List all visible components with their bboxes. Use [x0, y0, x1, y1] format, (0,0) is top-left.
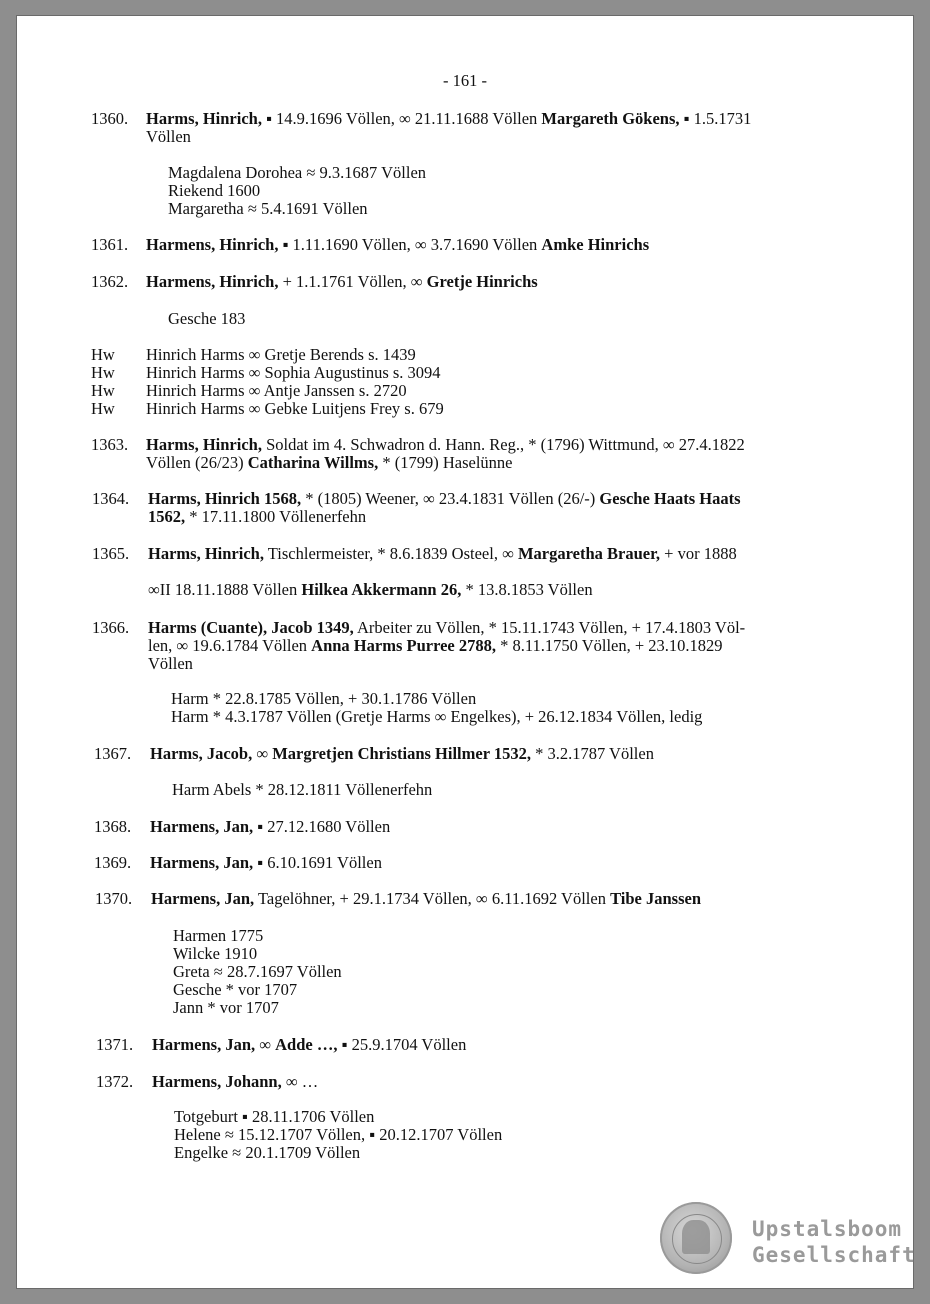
- entry-number: 1362.: [91, 272, 129, 291]
- person-name: Harmens, Jan,: [151, 889, 255, 908]
- child-line: Harm * 4.3.1787 Völlen (Gretje Harms ∞ Engelkes), + 26.12.1834 Völlen, ledig: [171, 707, 703, 726]
- spouse-name: Adde …,: [275, 1035, 338, 1054]
- entry-number: 1363.: [91, 435, 129, 454]
- entry-number: 1372.: [96, 1072, 134, 1091]
- spouse-name: Tibe Janssen: [610, 889, 702, 908]
- entry-text: ▪ 25.9.1704 Völlen: [337, 1035, 467, 1054]
- entry-text: * (1805) Weener, ∞ 23.4.1831 Völlen (26/-): [301, 489, 600, 508]
- children-list: [171, 690, 702, 726]
- entry-number: 1370.: [95, 889, 133, 908]
- entry-text: Soldat im 4. Schwadron d. Hann. Reg., * (1796) Wittmund, ∞ 27.4.1822: [261, 435, 745, 454]
- hw-tag: Hw: [91, 399, 115, 418]
- child-line: Helene ≈ 15.12.1707 Völlen, ▪ 20.12.1707 Völlen: [174, 1125, 503, 1144]
- child-line: Harmen 1775: [173, 926, 264, 945]
- spouse-name: Amke Hinrichs: [541, 235, 650, 254]
- entry-text: Völlen (26/23): [146, 453, 248, 472]
- hw-tag: Hw: [91, 345, 115, 364]
- logo-text: [752, 1216, 916, 1268]
- spouse-name: Hilkea Akkermann 26,: [301, 580, 462, 599]
- child-line: Harm * 22.8.1785 Völlen, + 30.1.1786 Völlen: [171, 689, 477, 708]
- entry-line: Völlen: [148, 654, 193, 673]
- hw-text: Hinrich Harms ∞ Gebke Luitjens Frey s. 679: [146, 399, 444, 418]
- children-list: [174, 1108, 502, 1162]
- entry-number: 1369.: [94, 853, 132, 872]
- person-name: Harmens, Hinrich,: [146, 235, 279, 254]
- entry-text: Tischlermeister, * 8.6.1839 Osteel, ∞: [263, 544, 518, 563]
- hw-text: Hinrich Harms ∞ Antje Janssen s. 2720: [146, 381, 407, 400]
- entry-text: * (1799) Haselünne: [378, 453, 513, 472]
- entry-number: 1366.: [92, 618, 130, 637]
- entry-text: + vor 1888: [660, 544, 737, 563]
- entry-text: ▪ 1.11.1690 Völlen, ∞ 3.7.1690 Völlen: [278, 235, 542, 254]
- child-line: Gesche * vor 1707: [173, 980, 298, 999]
- person-name: Harmens, Jan,: [150, 817, 254, 836]
- person-name: Harms (Cuante), Jacob 1349,: [148, 618, 354, 637]
- entry-text: ▪ 27.12.1680 Völlen: [253, 817, 391, 836]
- child-line: Magdalena Dorohea ≈ 9.3.1687 Völlen: [168, 163, 427, 182]
- person-name: Harms, Jacob,: [150, 744, 253, 763]
- upstalsboom-logo: [660, 1202, 920, 1272]
- entry-line: Völlen: [146, 127, 191, 146]
- seal-icon: [660, 1202, 732, 1274]
- spouse-name: Gretje Hinrichs: [426, 272, 538, 291]
- entry-text: * 8.11.1750 Völlen, + 23.10.1829: [496, 636, 723, 655]
- entry-text: ∞II 18.11.1888 Völlen: [148, 580, 302, 599]
- entry-number: 1361.: [91, 235, 129, 254]
- entry-text: ▪ 1.5.1731: [679, 109, 752, 128]
- entry-text: ∞: [255, 1035, 276, 1054]
- person-name: Harms, Hinrich,: [146, 435, 262, 454]
- entry-text: Tagelöhner, + 29.1.1734 Völlen, ∞ 6.11.1692 Völlen: [254, 889, 611, 908]
- entry-text: * 3.2.1787 Völlen: [530, 744, 654, 763]
- entry-number: 1371.: [96, 1035, 134, 1054]
- children-list: [168, 164, 426, 218]
- person-name: Harms, Hinrich,: [148, 544, 264, 563]
- child-line: Engelke ≈ 20.1.1709 Völlen: [174, 1143, 361, 1162]
- entry-number: 1365.: [92, 544, 130, 563]
- entry-text: ▪ 14.9.1696 Völlen, ∞ 21.11.1688 Völlen: [261, 109, 542, 128]
- page-number: - 161 -: [443, 71, 487, 90]
- logo-line-2: Gesellschaft: [752, 1243, 916, 1267]
- entry-text: ∞ …: [281, 1072, 319, 1091]
- children-list: [173, 927, 342, 1017]
- hw-tag: Hw: [91, 363, 115, 382]
- person-name: Harmens, Jan,: [150, 853, 254, 872]
- logo-line-1: Upstalsboom: [752, 1217, 903, 1241]
- entry-text: len, ∞ 19.6.1784 Völlen: [148, 636, 312, 655]
- entry-text: + 1.1.1761 Völlen, ∞: [278, 272, 427, 291]
- person-name: Harmens, Hinrich,: [146, 272, 279, 291]
- spouse-name: Catharina Willms,: [247, 453, 379, 472]
- entry-number: 1364.: [92, 489, 130, 508]
- spouse-name: Margaretha Brauer,: [517, 544, 661, 563]
- entry-number: 1368.: [94, 817, 132, 836]
- children-list: [172, 781, 432, 799]
- entry-number: 1367.: [94, 744, 132, 763]
- child-line: Gesche 183: [168, 309, 246, 328]
- entry-text: * 13.8.1853 Völlen: [461, 580, 593, 599]
- spouse-name: Margareth Gökens,: [541, 109, 680, 128]
- spouse-name: Margretjen Christians Hillmer 1532,: [272, 744, 531, 763]
- entry-text: ▪ 6.10.1691 Völlen: [253, 853, 382, 872]
- child-line: Wilcke 1910: [173, 944, 258, 963]
- entry-text: ∞: [252, 744, 273, 763]
- child-line: Totgeburt ▪ 28.11.1706 Völlen: [174, 1107, 375, 1126]
- child-line: Harm Abels * 28.12.1811 Völlenerfehn: [172, 780, 433, 799]
- hw-tag: Hw: [91, 381, 115, 400]
- entry-number: 1360.: [91, 109, 129, 128]
- spouse-name: Anna Harms Purree 2788,: [311, 636, 496, 655]
- child-line: Jann * vor 1707: [173, 998, 279, 1017]
- hw-text: Hinrich Harms ∞ Gretje Berends s. 1439: [146, 345, 416, 364]
- person-name: Harms, Hinrich,: [146, 109, 262, 128]
- entry-text: Arbeiter zu Völlen, * 15.11.1743 Völlen, + 17.4.1803 Völ-: [353, 618, 746, 637]
- child-line: Greta ≈ 28.7.1697 Völlen: [173, 962, 342, 981]
- person-name: Harms, Hinrich 1568,: [148, 489, 302, 508]
- child-line: Riekend 1600: [168, 181, 261, 200]
- spouse-number: 1562,: [148, 507, 186, 526]
- child-line: Margaretha ≈ 5.4.1691 Völlen: [168, 199, 368, 218]
- person-name: Harmens, Johann,: [152, 1072, 282, 1091]
- hw-text: Hinrich Harms ∞ Sophia Augustinus s. 3094: [146, 363, 441, 382]
- entry-line: [146, 110, 876, 128]
- person-name: Harmens, Jan,: [152, 1035, 256, 1054]
- entry-text: * 17.11.1800 Völlenerfehn: [185, 507, 367, 526]
- spouse-name: Gesche Haats Haats: [599, 489, 741, 508]
- children-list: [168, 310, 245, 328]
